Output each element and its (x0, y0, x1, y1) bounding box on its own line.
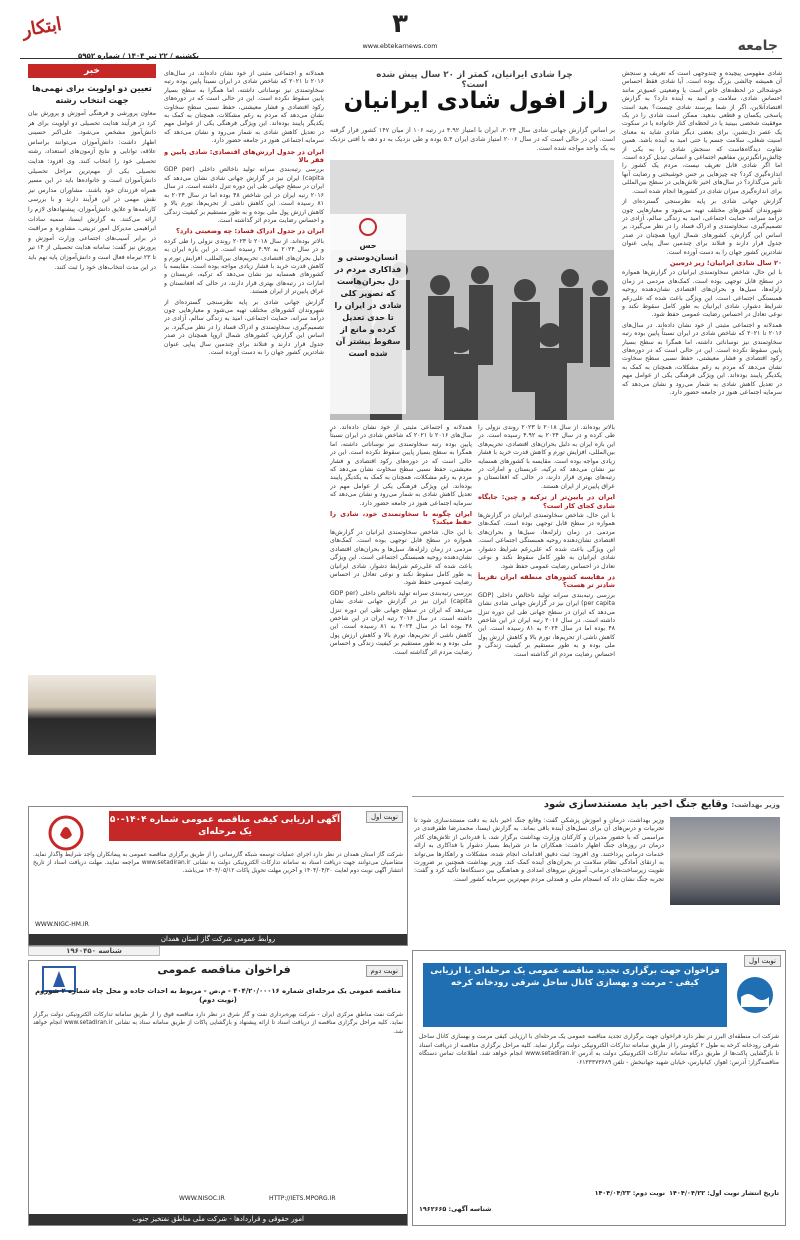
subhead-2: در مقایسه کشورهای منطقه ایران تقریباً شادتر تر هست؟ (478, 572, 615, 590)
col3-para: همدلانه و اجتماعی مثبتی از خود نشان داده‌اند. در سال‌های ۲۰۱۶ تا ۲۰۲۱ که شاخص شادی در ایران نسبتاً پایین بوده رتبه سخاوتمندی نیز نوساناتی داشته، اما همگرا به سطح بسیار پایین سقوط نکرده است. این در حالی است که در دوره‌های رکود اقتصادی و فشار معیشتی، حفظ نسبی سطح سخاوت نشان می‌دهد که مردم به رغم مشکلات، همچنان به کمک به یکدیگر پایبند بوده‌اند. این ویژگی فرهنگی یکی از عوامل مهم در تعدیل کاهش شادی به شمار می‌رود و نشان می‌دهد که سرمایه اجتماعی هنوز در جامعه حضور دارد. (330, 424, 472, 507)
col2-para-b: با این حال، شاخص سخاوتمندی ایرانیان در گزارش‌ها همواره در سطح قابل توجهی بوده است. کمک‌های مردمی در زمان زلزله‌ها، سیل‌ها و بحران‌های اقتصادی نشان‌دهنده روحیه همبستگی اجتماعی است. این ویژگی باعث شده که علی‌رغم شرایط دشوار، شادی ایرانیان به طور کامل سقوط نکند و نوعی تعادل در احساس رضایت عمومی حفظ شود. (478, 512, 615, 570)
gas-logo (43, 813, 89, 855)
subhead-3: ایران چگونه با سخاوتمندی خود، شادی را حفظ میکند؟ (330, 510, 472, 527)
article-col-2 (478, 424, 615, 789)
article-col-4 (164, 70, 324, 790)
col1-para-c: با این حال، شاخص سخاوتمندی ایرانیان در گزارش‌ها همواره در سطح قابل توجهی بوده است. کمک‌های مردمی در زمان زلزله‌ها، سیل‌ها و بحران‌های اقتصادی نشان‌دهنده روحیه همبستگی اجتماعی است. این ویژگی باعث شده که علی‌رغم شرایط دشوار، شادی ایرانیان به طور کامل سقوط نکند و نوعی تعادل در احساس رضایت عمومی حفظ شود. (622, 269, 782, 319)
students-photo (28, 675, 156, 755)
ad-gas-hamedan (28, 806, 408, 946)
subhead-1: ایران در پایین‌تر از ترکیه و چین: جایگاه شادی کجای کار است؟ (478, 493, 615, 510)
col4-para-d: گزارش جهانی شادی بر پایه نظرسنجی گسترده‌ای از شهروندان کشورهای مختلف تهیه می‌شود و معیارهایی چون درآمد سرانه، حمایت اجتماعی، امید به زندگی سالم، آزادی در تصمیم‌گیری، سخاوتمندی و ادراک فساد را در نظر می‌گیرد. بر اساس این گزارش، کشورهای شمال اروپا همچنان در صدر جدول قرار دارند و فنلاند برای چندمین سال پیاپی عنوان شادترین کشور جهان را به دست آورده است. (164, 298, 324, 356)
ad1-badge: نوبت اول (366, 811, 403, 823)
ad-water-tender (412, 950, 786, 1226)
issue-info: یکشنبه / ۲۲ تیر ۱۴۰۴ / شماره ۵۹۵۲ (78, 52, 199, 60)
ad3-date-2: نوبت دوم: ۱۴۰۴/۰۴/۲۳ (594, 1189, 665, 1197)
quote-icon (359, 218, 377, 236)
ad1-footer: روابط عمومی شرکت گاز استان همدان (29, 934, 407, 945)
ad1-website: WWW.NIGC-HM.IR (35, 921, 89, 928)
ad-oil-tender (28, 960, 408, 1226)
ad2-website: WWW.NISOC.IR (179, 1195, 225, 1202)
article-lead: بر اساس گزارش جهانی شادی سال ۲۰۲۴، ایران با امتیاز ۴.۹۲ در رتبه ۱۰۶ از میان ۱۴۷ کشور قرار گرفته است. این در حالی است که در سال ۲۰۰۶ امتیاز شادی ایران ۵.۴ بوده و طی نزدیک به دو دهه با افتی نزدیک به یک واحد مواجه شده است. (330, 126, 615, 152)
main-article (162, 64, 784, 794)
article-col-1 (622, 70, 782, 790)
news2-body: وزیر بهداشت، درمان و آموزش پزشکی گفت: وقایع جنگ اخیر باید به دقت مستندسازی شود تا تجربیات و درس‌های آن برای نسل‌های آینده باقی بماند. به گزارش ایسنا، محمدرضا ظفرقندی در مراسمی که با حضور مدیران و کارکنان وزارت بهداشت برگزار شد، با قدردانی از تلاش‌های کادر درمان در روزهای جنگ اظهار داشت: همکاران ما در شرایط بسیار دشوار با فداکاری به ارائه خدمات درمانی پرداختند. وی افزود: ثبت دقیق اقدامات انجام شده، مشکلات و راهکارها می‌تواند به ارتقای آمادگی نظام سلامت در بحران‌های آینده کمک کند. وزیر بهداشت همچنین بر ضرورت تقویت زیرساخت‌های درمانی، آموزش نیروهای امدادی و هماهنگی بین دستگاه‌ها تأکید کرد و گفت: تجربه جنگ نشان داد که انسجام ملی و همدلی مردم مهم‌ترین سرمایه کشور است. (414, 817, 664, 883)
news2-title: وقایع جنگ اخیر باید مستندسازی شود (543, 799, 728, 810)
ad3-badge: نوبت اول (744, 955, 781, 967)
ad3-shenaseh: شناسه آگهی: ۱۹۶۲۶۶۵ (419, 1205, 492, 1213)
col3-para-c: بررسی رتبه‌بندی سرانه تولید ناخالص داخلی (GDP per capita) ایران نیز در گزارش جهانی شادی نشان می‌دهد که ایران در سطح جهانی طی این دوره تنزل داشته است. در سال ۲۰۱۶ رتبه ایران در این شاخص ۴۸ بوده اما در سال ۲۰۲۴ به ۸۱ رسیده است. این کاهش ناشی از تحریم‌ها، تورم بالا و کاهش ارزش پول ملی بوده و به طور مستقیم بر کیفیت زندگی و احساس رضایت مردم اثر گذاشته است. (330, 589, 472, 656)
col1-para-d: همدلانه و اجتماعی مثبتی از خود نشان داده‌اند. در سال‌های ۲۰۱۶ تا ۲۰۲۱ که شاخص شادی در ایران نسبتاً پایین بوده رتبه سخاوتمندی نیز نوساناتی داشته، اما همگرا به سطح بسیار پایین سقوط نکرده است. این در حالی است که در دوره‌های رکود اقتصادی و فشار معیشتی، حفظ نسبی سطح سخاوت نشان می‌دهد که مردم به رغم مشکلات، همچنان به کمک به یکدیگر پایبند بوده‌اند. این ویژگی فرهنگی یکی از عوامل مهم در تعدیل کاهش شادی به شمار می‌رود و نشان می‌دهد که سرمایه اجتماعی هنوز در جامعه حضور دارد. (622, 321, 782, 397)
section-title: جامعه (737, 38, 778, 54)
col4-para: همدلانه و اجتماعی مثبتی از خود نشان داده‌اند. در سال‌های ۲۰۱۶ تا ۲۰۲۱ که شاخص شادی در ایران نسبتاً پایین بوده رتبه سخاوتمندی نیز نوساناتی داشته، اما همگرا به سطح بسیار پایین سقوط نکرده است. این در حالی است که در دوره‌های رکود اقتصادی و فشار معیشتی، حفظ نسبی سطح سخاوت نشان می‌دهد که مردم به رغم مشکلات، همچنان به کمک به یکدیگر پایبند بوده‌اند. این ویژگی فرهنگی یکی از عوامل مهم در تعدیل کاهش شادی به شمار می‌رود و نشان می‌دهد که سرمایه اجتماعی هنوز در جامعه حضور دارد. (164, 70, 324, 145)
col4-para-b: بررسی رتبه‌بندی سرانه تولید ناخالص داخلی (GDP per capita) ایران نیز در گزارش جهانی شادی نشان می‌دهد که ایران در سطح جهانی طی این دوره تنزل داشته است. در سال ۲۰۱۶ رتبه ایران در این شاخص ۴۸ بوده اما در سال ۲۰۲۴ به ۸۱ رسیده است. این کاهش ناشی از تحریم‌ها، تورم بالا و کاهش ارزش پول ملی بوده و به طور مستقیم بر کیفیت زندگی و احساس رضایت مردم اثر گذاشته است. (164, 166, 324, 224)
article-kicker: چرا شادی ایرانیان، کمتر از ۲۰ سال پیش شده است؟ (376, 70, 573, 90)
col1-para-b: گزارش جهانی شادی بر پایه نظرسنجی گسترده‌ای از شهروندان کشورهای مختلف تهیه می‌شود و معیارهایی چون درآمد سرانه، حمایت اجتماعی، امید به زندگی سالم، آزادی در تصمیم‌گیری، سخاوتمندی و ادراک فساد را در نظر می‌گیرد. بر اساس این گزارش، کشورهای شمال اروپا همچنان در صدر جدول قرار دارند و فنلاند برای چندمین سال پیاپی عنوان شادترین کشور جهان را به دست آورده است. (622, 198, 782, 256)
news2-label: وزیر بهداشت: (731, 801, 780, 809)
minister-photo (670, 817, 780, 905)
header-rule (20, 58, 782, 59)
col1-para: شادی مفهومی پیچیده و چندوجهی است که تعریف و سنجش آن همیشه چالشی بزرگ بوده است. آیا شادی فقط احساس خوشحالی در لحظه‌های خاص است یا وضعیتی عمیق‌تر مانند احساس شادی، سلامت و امید به آینده دارد؟ به گزارش اقتصادآنلاین، اگر از شما بپرسند شادی چیست؟ بعید است پاسخی یکسان و قطعی بدهید. ممکن است شادی را در یک موفقیت شخصی ببینید یا در لحظه‌ای کنار خانواده یا در سکوت یک عصر دل‌نشین. برای بعضی دیگر شادی شاید به معنای امنیت شغلی، سلامت جسم یا حتی امید به آینده باشد. همین تفاوت دیدگاه‌هاست که سنجش شادی را به یکی از چالش‌برانگیزترین مفاهیم اجتماعی و انسانی تبدیل کرده است. اما اگر شادی قابل تعریف نیست، مردم یک کشور را اندازه‌گیری کرد؟ چه چیزهایی بر حس خوشبختی و رضایت آنها تأثیر می‌گذارد؟ در سال‌های اخیر تلاش‌هایی در سطح بین‌المللی برای اندازه‌گیری میزان شادی در کشورها انجام شده است. (622, 70, 782, 195)
ad2-badge: نوبت دوم (366, 965, 403, 977)
ad2-footer: امور حقوقی و قراردادها - شرکت ملی مناطق نفتخیز جنوب (29, 1214, 407, 1225)
pullquote-text: حس انسان‌دوستی و فداکاری مردم در دل بحران‌هاست که تصویر کلی شادی در ایران را تا حدی تعدیل کرده و مانع از سقوط بیشتر آن شده است (334, 241, 402, 358)
ad2-body: شرکت نفت مناطق مرکزی ایران - شرکت بهره‌برداری نفت و گاز شرق در نظر دارد مناقصه فوق را از طریق سامانه تدارکات الکترونیکی دولت برگزار نماید. کلیه مراحل برگزاری مناقصه از دریافت اسناد تا ارائه پیشنهاد و بازگشایی پاکات از طریق سامانه ستاد به نشانی www.setadiran.ir انجام خواهد شد. (33, 1012, 403, 1035)
sidebar (28, 64, 156, 804)
col3-para-b: با این حال، شاخص سخاوتمندی ایرانیان در گزارش‌ها همواره در سطح قابل توجهی بوده است. کمک‌های مردمی در زمان زلزله‌ها، سیل‌ها و بحران‌های اقتصادی نشان‌دهنده روحیه همبستگی اجتماعی است. این ویژگی باعث شده که علی‌رغم شرایط دشوار، شادی ایرانیان به طور کامل سقوط نکند و نوعی تعادل در احساس رضایت عمومی حفظ شود. (330, 528, 472, 587)
col1-subhead: ۲۰ سال شادی ایرانیان؛ زیر ذره‌بین (669, 258, 782, 267)
sidebar-title: تعیین دو اولویت برای نهمی‌ها جهت انتخاب رشته (32, 83, 152, 105)
col4-para-c: بالاتر بوده‌اند. از سال ۲۰۱۸ تا ۲۰۲۳ روندی نزولی را طی کرده و در سال ۲۰۲۴ به ۴.۹۲ رسیده است. در این بازه ایران به دلیل بحران‌های اقتصادی، تحریم‌های بین‌المللی، افزایش تورم و کاهش قدرت خرید با فشار زیادی مواجه بوده است. مقایسه با کشورهای همسایه نیز نشان می‌دهد که ترکیه، عربستان و امارات در رتبه‌های بهتری قرار دارند، در حالی که افغانستان و عراق پایین‌تر از ایران هستند. (164, 237, 324, 296)
masthead (20, 8, 782, 60)
ad2-subtitle: مناقصه عمومی یک مرحله‌ای شماره ۴۰۴/۲۰/۰۰۰۱۶ - م.ص - مربوط به احداث جاده و محل چاه شماره ۲ شوروم (نوبت دوم) (35, 987, 401, 1004)
article-headline: راز افول شادی ایرانیان (343, 88, 609, 114)
subhead-4: ایران در جدول ارزش‌های اقتصادی: شادی پایین و فقر بالا (164, 147, 324, 165)
website: www.ebtekarnews.com (362, 42, 438, 50)
ad2-website-2: HTTP://IETS.MPORG.IR (269, 1195, 336, 1202)
ad3-date-1: تاریخ انتشار نوبت اول: ۱۴۰۴/۰۴/۲۲ (669, 1189, 779, 1197)
col2-para-c: بررسی رتبه‌بندی سرانه تولید ناخالص داخلی (GDP per capita) ایران نیز در گزارش جهانی شادی نشان می‌دهد که ایران در سطح جهانی طی این دوره تنزل داشته است. در سال ۲۰۱۶ رتبه ایران در این شاخص ۴۸ بوده اما در سال ۲۰۲۴ به ۸۱ رسیده است. این کاهش ناشی از تحریم‌ها، تورم بالا و کاهش ارزش پول ملی بوده و به طور مستقیم بر کیفیت زندگی و احساس رضایت مردم اثر گذاشته است. (478, 591, 615, 658)
ad1-body: شرکت گاز استان همدان در نظر دارد اجرای عملیات توسعه شبکه گازرسانی را از طریق برگزاری مناقصه عمومی به پیمانکاران واجد شرایط واگذار نماید. متقاضیان می‌توانند جهت دریافت اسناد به سامانه تدارکات الکترونیکی دولت به نشانی www.setadiran.ir مراجعه نمایند. مهلت دریافت اسناد از تاریخ انتشار آگهی نوبت دوم لغایت ۱۴۰۴/۰۴/۳۰ و آخرین مهلت تحویل پاکات ۱۴۰۴/۰۵/۱۲ می‌باشد. (33, 852, 403, 874)
ad2-title: فراخوان مناقصه عمومی (157, 963, 291, 976)
sidebar-body: معاون پرورشی و فرهنگی آموزش و پرورش بیان کرد در فرآیند هدایت تحصیلی دو اولویت برای هر دانش‌آموز مشخص می‌شود. علی‌اکبر حسینی اظهار داشت: دانش‌آموزان می‌توانند براساس علاقه، توانایی و نتایج آزمون‌های استعداد، رشته تحصیلی خود را انتخاب کنند. وی افزود: هدایت تحصیلی یکی از مهم‌ترین مراحل تحصیلی دانش‌آموزان است و خانواده‌ها باید در این مسیر همراه فرزندان خود باشند. مشاوران مدارس نیز نقش مهمی در این فرآیند دارند و با بررسی کارنامه‌ها و علایق دانش‌آموزان، پیشنهادهای لازم را ارائه می‌کنند. به گزارش ایسنا، سمیه سادات ابراهیمی مدیرکل امور تربیتی، مشاوره و مراقبت در برابر آسیب‌های اجتماعی وزارت آموزش و پرورش نیز گفت: سامانه هدایت تحصیلی از ۱۴ تیر تا ۲۳ تیرماه فعال است و دانش‌آموزان پایه نهم باید در این مدت انتخاب‌های خود را ثبت کنند. (28, 110, 156, 271)
col2-para: بالاتر بوده‌اند. از سال ۲۰۱۸ تا ۲۰۲۳ روندی نزولی را طی کرده و در سال ۲۰۲۴ به ۴.۹۲ رسیده است. در این بازه ایران به دلیل بحران‌های اقتصادی، تحریم‌های بین‌المللی، افزایش تورم و کاهش قدرت خرید با فشار زیادی مواجه بوده است. مقایسه با کشورهای همسایه نیز نشان می‌دهد که ترکیه، عربستان و امارات در رتبه‌های بهتری قرار دارند، در حالی که افغانستان و عراق پایین‌تر از ایران هستند. (478, 424, 615, 490)
subhead-5: ایران در جدول ادراک فساد: چه وضعیتی دارد؟ (176, 227, 324, 236)
water-logo (733, 973, 777, 1017)
ad3-title: فراخوان جهت برگزاری تجدید مناقصه عمومی یک مرحله‌ای با ارزیابی کیفی - مرمت و بهسازی کانال ساحل شرقی رودخانه کرخه (423, 963, 727, 1027)
article-col-3 (330, 424, 472, 789)
ad3-body: شرکت آب منطقه‌ای البرز در نظر دارد فراخوان جهت برگزاری تجدید مناقصه عمومی یک مرحله‌ای با ارزیابی کیفی مرمت و بهسازی کانال ساحل شرقی رودخانه کرخه به طول ۲ کیلومتر را از طریق سامانه تدارکات الکترونیکی دولت برگزار نماید. کلیه مراحل برگزاری مناقصه از دریافت اسناد تا بازگشایی پاکت‌ها از طریق درگاه سامانه تدارکات الکترونیکی دولت به آدرس www.setadiran.ir انجام خواهد شد. اطلاعات تماس دستگاه مناقصه‌گزار: آدرس: اهواز، کیانپارس، خیابان شهید جهانبخش - تلفن ۰۶۱۳۳۳۷۳۶۸۹ (419, 1033, 779, 1066)
ad1-title: آگهی ارزیابی کیفی مناقصه عمومی شماره ۱۴۰۴-۵۰ یک مرحله‌ای (109, 811, 341, 841)
sidebar-label: خبر (28, 64, 156, 78)
ad1-shenaseh: شناسه ۱۹۶۰۴۵۰ (28, 946, 160, 956)
newspaper-logo: ابتکار (20, 13, 64, 42)
news-health (412, 796, 784, 947)
page-number: ۳ (392, 9, 408, 39)
pullquote (330, 214, 406, 414)
